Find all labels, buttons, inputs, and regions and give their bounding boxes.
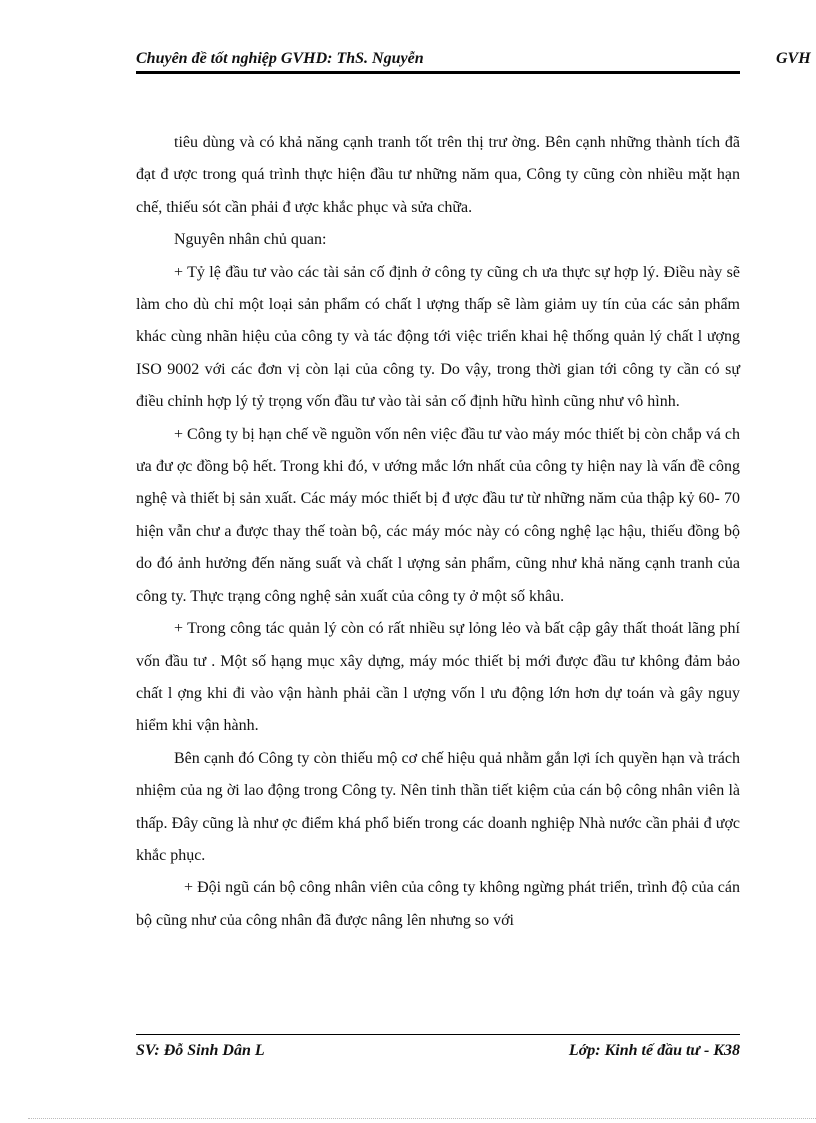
- footer-class: Lớp: Kinh tế đầu tư - K38: [568, 1042, 740, 1059]
- paragraph-7: + Đội ngũ cán bộ công nhân viên của công ty không ngừng phát triển, trình độ của cán bộ cũng như của công nhân đã được nâng lên nhưng so với: [136, 879, 740, 929]
- paragraph-6: Bên cạnh đó Công ty còn thiếu mộ cơ chế hiệu quả nhằm gắn lợi ích quyền hạn và trách nhiệm của ng ời lao động trong Công ty. Nên tinh thần tiết kiệm của cán bộ công nhân viên là thấp. Đây cũng là như ợc điểm khá phổ biến trong các doanh nghiệp Nhà nước cần phải đ ược khắc phục.: [136, 749, 740, 864]
- footer-divider: [136, 1034, 740, 1035]
- footer-student: SV: Đỗ Sinh Dân L: [136, 1042, 265, 1059]
- paragraph-5: + Trong công tác quản lý còn có rất nhiều sự lỏng lẻo và bất cập gây thất thoát lãng phí vốn đầu tư . Một số hạng mục xây dựng, máy móc thiết bị mới được đầu tư không đảm bảo chất l ợng khi đi vào vận hành phải cần l ượng vốn l ưu động lớn hơn dự toán và gây nguy hiểm khi vận hành.: [136, 620, 740, 735]
- header-title: Chuyên đề tốt nghiệp GVHD: ThS. Nguyễn: [136, 50, 424, 67]
- paragraph-1: tiêu dùng và có khả năng cạnh tranh tốt trên thị trư ờng. Bên cạnh những thành tích đã đạt đ ược trong quá trình thực hiện đầu tư những năm qua, Công ty cũng còn nhiều mặt hạn chế, thiếu sót cần phải đ ược khắc phục và sửa chữa.: [136, 134, 740, 216]
- document-body: [136, 127, 740, 937]
- paragraph-3: + Tỷ lệ đầu tư vào các tài sản cố định ở công ty cũng ch ưa thực sự hợp lý. Điều này sẽ làm cho dù chỉ một loại sản phẩm có chất l ượng thấp sẽ làm giảm uy tín của các sản phẩm khác cùng nhãn hiệu của công ty và tác động tới việc triển khai hệ thống quản lý chất l ượng ISO 9002 với các đơn vị còn lại của công ty. Do vậy, trong thời gian tới công ty cần có sự điều chỉnh hợp lý tỷ trọng vốn đầu tư vào tài sản cố định hữu hình cũng như vô hình.: [136, 263, 740, 411]
- paragraph-2: Nguyên nhân chủ quan:: [174, 231, 327, 249]
- header-title-overflow: GVH: [776, 50, 811, 67]
- header-divider: [136, 71, 740, 74]
- page-bottom-edge: [28, 1118, 816, 1119]
- paragraph-4: + Công ty bị hạn chế về nguồn vốn nên việc đầu tư vào máy móc thiết bị còn chắp vá ch ưa đư ợc đồng bộ hết. Trong khi đó, v ướng mắc lớn nhất của công ty hiện nay là vấn đề công nghệ và thiết bị sản xuất. Các máy móc thiết bị đ ược đầu tư từ những năm của thập kỷ 60- 70 hiện vẫn chư a được thay thế toàn bộ, các máy móc này có công nghệ lạc hậu, thiếu đồng bộ do đó ảnh hưởng đến năng suất và chất l ượng sản phẩm, cũng như khả năng cạnh tranh của công ty. Thực trạng công nghệ sản xuất của công ty ở một số khâu.: [136, 425, 740, 605]
